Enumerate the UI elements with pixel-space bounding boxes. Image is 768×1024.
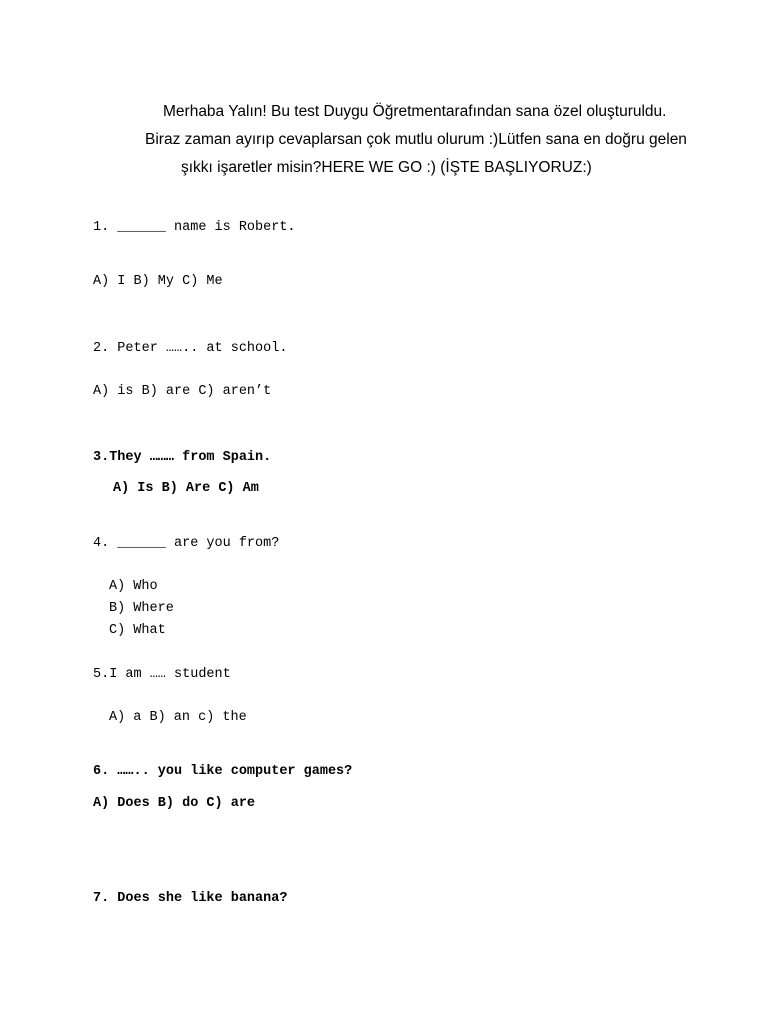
intro-line-3: şıkkı işaretler misin?HERE WE GO :) (İŞTE BAŞLIYORUZ:) [181, 159, 592, 176]
question-5-choices[interactable]: A) a B) an c) the [109, 710, 247, 725]
question-3: 3.They ……… from Spain. [93, 450, 272, 465]
question-7: 7. Does she like banana? [93, 891, 288, 906]
question-6: 6. …….. you like computer games? [93, 764, 353, 779]
question-4-choice-a[interactable]: A) Who [109, 579, 158, 594]
question-4: 4. ______ are you from? [93, 536, 280, 551]
question-6-choices[interactable]: A) Does B) do C) are [93, 796, 256, 811]
question-2: 2. Peter …….. at school. [93, 341, 288, 356]
question-4-choice-b[interactable]: B) Where [109, 601, 174, 616]
intro-line-1: Merhaba Yalın! Bu test Duygu Öğretmentarafından sana özel oluşturuldu. [163, 103, 667, 120]
question-1: 1. ______ name is Robert. [93, 220, 296, 235]
question-1-choices[interactable]: A) I B) My C) Me [93, 274, 223, 289]
question-5: 5.I am …… student [93, 667, 231, 682]
question-2-choices[interactable]: A) is B) are C) aren’t [93, 384, 272, 399]
question-4-choice-c[interactable]: C) What [109, 623, 166, 638]
question-3-choices[interactable]: A) Is B) Are C) Am [113, 481, 259, 496]
intro-line-2: Biraz zaman ayırıp cevaplarsan çok mutlu olurum :)Lütfen sana en doğru gelen [145, 131, 687, 148]
